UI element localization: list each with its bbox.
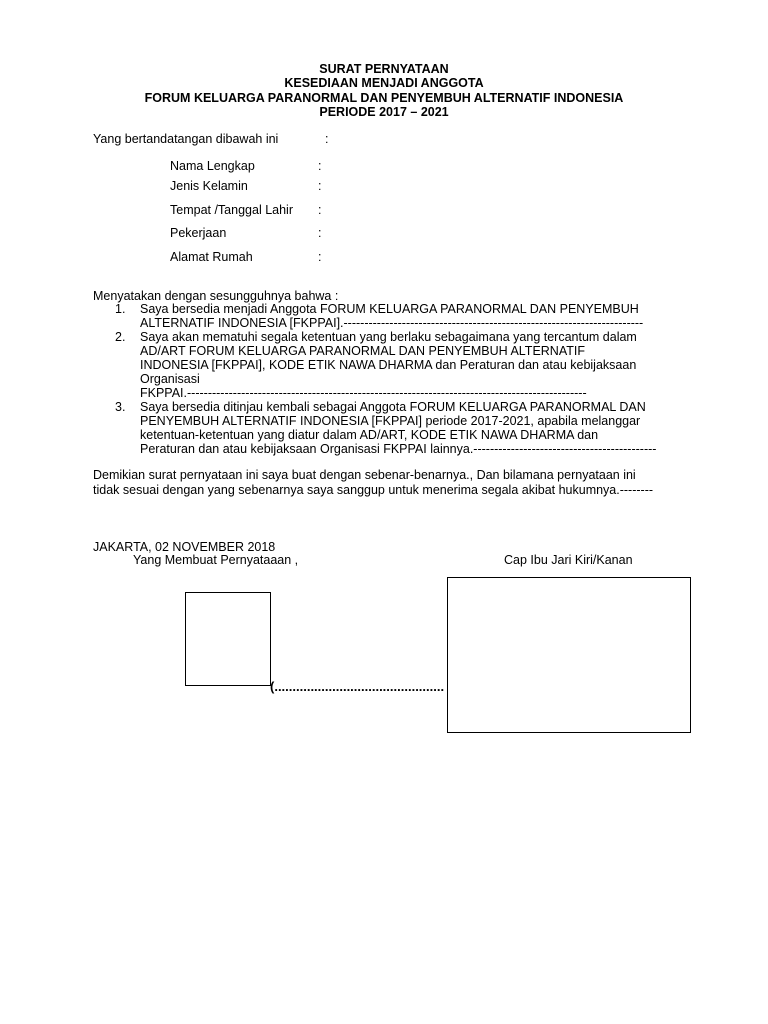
list-text [140,400,675,456]
list-line: INDONESIA [FKPPAI], KODE ETIK NAWA DHARMA dan Peraturan dan atau kebijaksaan [140,358,637,372]
signature-name-line: (............................................... [270,680,445,694]
doc-period: PERIODE 2017 – 2021 [319,105,449,119]
field-nama-lengkap [170,159,370,173]
intro-colon: : [325,132,329,146]
doc-title: SURAT PERNYATAAN [319,62,449,76]
field-jenis-kelamin [170,179,370,193]
list-line: Saya akan mematuhi segala ketentuan yang berlaku sebagaimana yang tercantum dalam [140,330,637,344]
closing-line-2: tidak sesuai dengan yang sebenarnya saya sanggup untuk menerima segala akibat hukumnya.-------- [93,483,654,497]
list-line: Organisasi [140,372,200,386]
list-line: ketentuan-ketentuan yang diatur dalam AD/ART, KODE ETIK NAWA DHARMA dan [140,428,599,442]
list-line: FKPPAI.------------------------------------------------------------------------------------------------ [140,386,587,400]
doc-organization: FORUM KELUARGA PARANORMAL DAN PENYEMBUH ALTERNATIF INDONESIA [144,91,624,105]
field-colon: : [318,179,322,193]
intro-text: Yang bertandatangan dibawah ini [93,132,279,146]
photo-box [185,592,271,686]
statement-lead: Menyatakan dengan sesungguhnya bahwa : [93,289,339,303]
list-text [140,302,675,330]
field-colon: : [318,226,322,240]
field-label: Nama Lengkap [170,159,255,173]
field-tempat-tanggal-lahir [170,203,370,217]
list-line: Saya bersedia ditinjau kembali sebagai Anggota FORUM KELUARGA PARANORMAL DAN [140,400,646,414]
list-line: ALTERNATIF INDONESIA [FKPPAI].------------------------------------------------------------------------ [140,316,644,330]
list-line: Peraturan dan atau kebijaksaan Organisasi FKPPAI lainnya.-------------------------------------------- [140,442,657,456]
field-label: Tempat /Tanggal Lahir [170,203,293,217]
list-line: PENYEMBUH ALTERNATIF INDONESIA [FKPPAI] periode 2017-2021, apabila melanggar [140,414,641,428]
doc-subtitle: KESEDIAAN MENJADI ANGGOTA [284,76,484,90]
field-pekerjaan [170,226,370,240]
list-number: 3. [115,400,126,414]
place-date: JAKARTA, 02 NOVEMBER 2018 [93,540,276,554]
list-text [140,330,675,400]
field-alamat-rumah [170,250,370,264]
closing-line-1: Demikian surat pernyataan ini saya buat dengan sebenar-benarnya., Dan bilamana pernyataan ini [93,468,636,482]
thumbprint-label: Cap Ibu Jari Kiri/Kanan [504,553,633,567]
list-number: 1. [115,302,126,316]
list-line: AD/ART FORUM KELUARGA PARANORMAL DAN PENYEMBUH ALTERNATIF [140,344,585,358]
list-number: 2. [115,330,126,344]
thumbprint-box [447,577,691,733]
field-colon: : [318,159,322,173]
field-label: Pekerjaan [170,226,227,240]
signer-label: Yang Membuat Pernyataaan , [133,553,299,567]
field-label: Jenis Kelamin [170,179,248,193]
field-colon: : [318,250,322,264]
field-colon: : [318,203,322,217]
list-line: Saya bersedia menjadi Anggota FORUM KELUARGA PARANORMAL DAN PENYEMBUH [140,302,639,316]
field-label: Alamat Rumah [170,250,253,264]
